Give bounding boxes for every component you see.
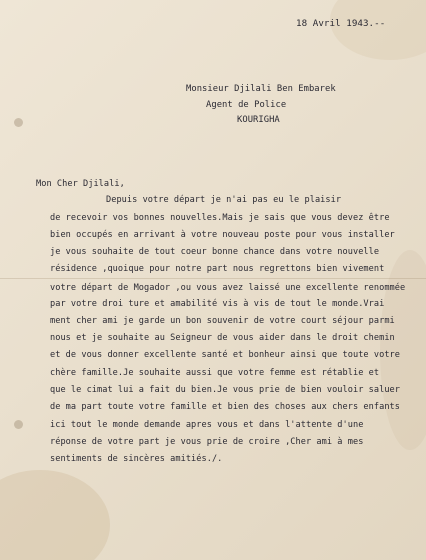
punch-hole: [14, 118, 23, 127]
recipient-name: Monsieur Djilali Ben Embarek: [186, 84, 336, 94]
body-line: sentiments de sincères amitiés./.: [50, 454, 223, 464]
punch-hole: [14, 420, 23, 429]
body-line: que le cimat lui a fait du bien.Je vous prie de bien vouloir saluer: [50, 385, 400, 395]
body-line: de ma part toute votre famille et bien des choses aux chers enfants: [50, 402, 400, 412]
letter-date: 18 Avril 1943.--: [296, 18, 386, 29]
body-line: réponse de votre part je vous prie de croire ,Cher ami à mes: [50, 437, 364, 447]
body-line: chère famille.Je souhaite aussi que votre femme est rétablie et: [50, 368, 380, 378]
body-line: ment cher ami je garde un bon souvenir de votre court séjour parmi: [50, 316, 395, 326]
body-line: votre départ de Mogador ,ou vous avez laissé une excellente renommée: [50, 283, 406, 293]
body-line: bien occupés en arrivant à votre nouveau poste pour vous installer: [50, 230, 395, 240]
paper-stain: [0, 470, 110, 560]
paper-stain: [330, 0, 426, 60]
paper-fold-line: [0, 278, 426, 279]
body-line: ici tout le monde demande apres vous et dans l'attente d'une: [50, 420, 364, 430]
body-line: et de vous donner excellente santé et bonheur ainsi que toute votre: [50, 350, 400, 360]
body-line: nous et je souhaite au Seigneur de vous aider dans le droit chemin: [50, 333, 395, 343]
body-line: je vous souhaite de tout coeur bonne chance dans votre nouvelle: [50, 247, 380, 257]
body-line: de recevoir vos bonnes nouvelles.Mais je sais que vous devez être: [50, 213, 390, 223]
body-line: par votre droi ture et amabilité vis à vis de tout le monde.Vrai: [50, 299, 385, 309]
body-line: résidence ,quoique pour notre part nous regrettons bien vivement: [50, 264, 385, 274]
recipient-city: KOURIGHA: [237, 115, 280, 125]
recipient-title: Agent de Police: [206, 100, 287, 110]
body-line: Depuis votre départ je n'ai pas eu le plaisir: [106, 195, 342, 205]
salutation: Mon Cher Djilali,: [36, 179, 125, 189]
